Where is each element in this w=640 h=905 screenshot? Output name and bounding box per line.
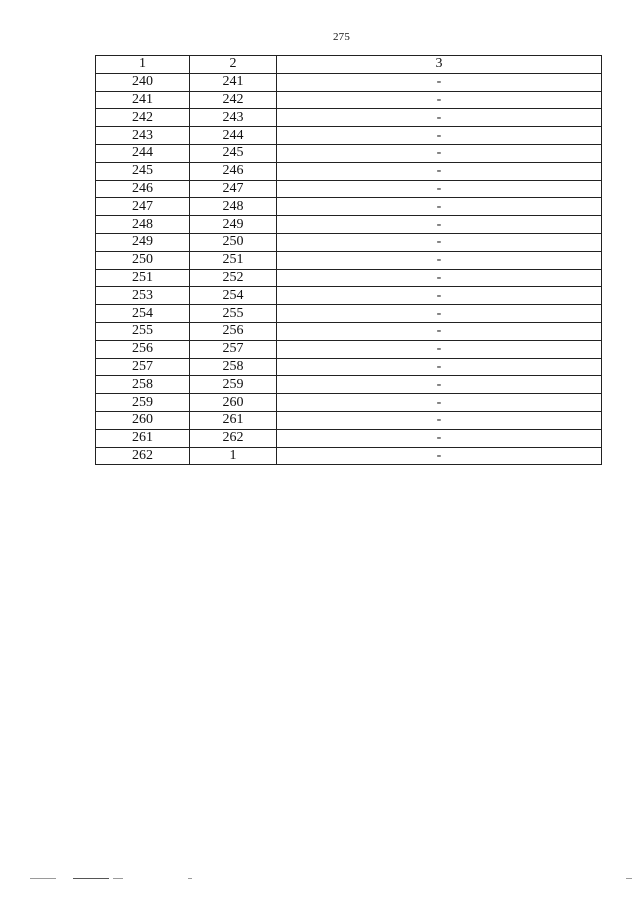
table-cell: - xyxy=(277,411,602,429)
table-row xyxy=(96,144,602,162)
table-row xyxy=(96,109,602,127)
table-cell: 256 xyxy=(190,322,277,340)
table-cell: 254 xyxy=(96,305,190,323)
table-cell: - xyxy=(277,91,602,109)
table-header-row xyxy=(96,56,602,74)
table-row xyxy=(96,162,602,180)
table-cell: 254 xyxy=(190,287,277,305)
scan-artifact xyxy=(73,878,109,879)
table-cell: - xyxy=(277,127,602,145)
column-header: 3 xyxy=(277,56,602,74)
table-row xyxy=(96,305,602,323)
table-row xyxy=(96,269,602,287)
table-cell: 241 xyxy=(96,91,190,109)
table-cell: - xyxy=(277,447,602,465)
table-cell: 245 xyxy=(96,162,190,180)
table-cell: 260 xyxy=(96,411,190,429)
table-cell: - xyxy=(277,429,602,447)
table-cell: - xyxy=(277,340,602,358)
table-row xyxy=(96,73,602,91)
table-cell: - xyxy=(277,394,602,412)
table-cell: 249 xyxy=(190,216,277,234)
table-cell: 243 xyxy=(190,109,277,127)
table-cell: 247 xyxy=(190,180,277,198)
table-cell: 244 xyxy=(190,127,277,145)
table-cell: - xyxy=(277,287,602,305)
table-cell: 260 xyxy=(190,394,277,412)
table-cell: 242 xyxy=(96,109,190,127)
table-cell: 250 xyxy=(96,251,190,269)
table-cell: - xyxy=(277,376,602,394)
table-cell: 257 xyxy=(96,358,190,376)
table-row xyxy=(96,127,602,145)
table-cell: 259 xyxy=(96,394,190,412)
table-cell: 261 xyxy=(96,429,190,447)
scan-artifact xyxy=(113,878,123,879)
scan-artifact xyxy=(188,878,192,879)
table-cell: - xyxy=(277,109,602,127)
table-cell: 240 xyxy=(96,73,190,91)
table-row xyxy=(96,411,602,429)
table-row xyxy=(96,376,602,394)
table-cell: 255 xyxy=(96,322,190,340)
table-row xyxy=(96,198,602,216)
table-row xyxy=(96,91,602,109)
table-cell: 241 xyxy=(190,73,277,91)
column-header: 1 xyxy=(96,56,190,74)
table-cell: - xyxy=(277,269,602,287)
column-header: 2 xyxy=(190,56,277,74)
scan-artifact xyxy=(626,878,632,879)
table-cell: - xyxy=(277,144,602,162)
table-cell: 262 xyxy=(96,447,190,465)
table-cell: - xyxy=(277,180,602,198)
table-cell: 246 xyxy=(190,162,277,180)
table-row xyxy=(96,429,602,447)
table-cell: - xyxy=(277,322,602,340)
table-cell: 253 xyxy=(96,287,190,305)
table-cell: 248 xyxy=(190,198,277,216)
table-cell: - xyxy=(277,305,602,323)
table-cell: 247 xyxy=(96,198,190,216)
table-cell: 258 xyxy=(190,358,277,376)
table-cell: 261 xyxy=(190,411,277,429)
table-cell: 258 xyxy=(96,376,190,394)
data-table xyxy=(95,55,602,465)
page-number: 275 xyxy=(332,31,351,43)
table-cell: - xyxy=(277,73,602,91)
table-cell: 250 xyxy=(190,233,277,251)
table-cell: - xyxy=(277,162,602,180)
table-row xyxy=(96,180,602,198)
table-cell: 256 xyxy=(96,340,190,358)
table-cell: - xyxy=(277,233,602,251)
table-cell: - xyxy=(277,198,602,216)
table-row xyxy=(96,251,602,269)
table-row xyxy=(96,447,602,465)
table-body xyxy=(96,73,602,465)
table-cell: 251 xyxy=(190,251,277,269)
scan-artifact xyxy=(30,878,56,879)
table-cell: 257 xyxy=(190,340,277,358)
table-row xyxy=(96,358,602,376)
table-cell: 1 xyxy=(190,447,277,465)
table-cell: 246 xyxy=(96,180,190,198)
table-row xyxy=(96,394,602,412)
table-row xyxy=(96,322,602,340)
table-cell: - xyxy=(277,251,602,269)
table-cell: - xyxy=(277,216,602,234)
table-cell: 242 xyxy=(190,91,277,109)
table-row xyxy=(96,340,602,358)
table-cell: 252 xyxy=(190,269,277,287)
table-cell: 255 xyxy=(190,305,277,323)
table-cell: 245 xyxy=(190,144,277,162)
table-cell: 262 xyxy=(190,429,277,447)
table-cell: 249 xyxy=(96,233,190,251)
table-cell: 248 xyxy=(96,216,190,234)
table-cell: 243 xyxy=(96,127,190,145)
table-cell: 259 xyxy=(190,376,277,394)
table-row xyxy=(96,233,602,251)
table-row xyxy=(96,287,602,305)
table-cell: 251 xyxy=(96,269,190,287)
table-cell: 244 xyxy=(96,144,190,162)
table-row xyxy=(96,216,602,234)
table-cell: - xyxy=(277,358,602,376)
